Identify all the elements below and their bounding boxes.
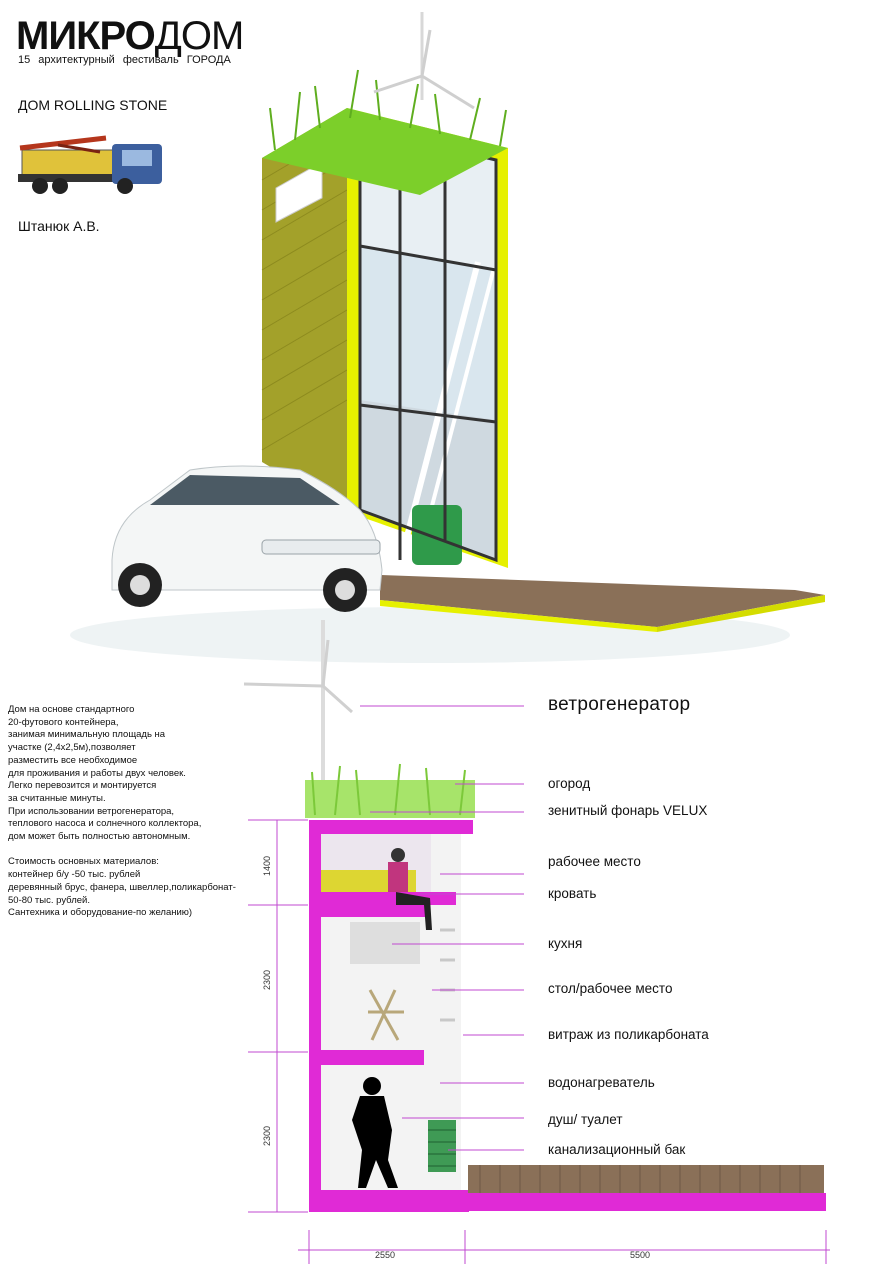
project-description: Дом на основе стандартного 20-футового контейнера, занимая минимальную площадь на участке (2,4х2,5м),позволяет разместить все необходимое для проживания и работы двух человек. Легко перевозится и монтируется за считанные минуты. При использовании ветрогенератора, теплового насоса и солнечного коллектора, дом может быть полностью автономным. Стоимость основных материалов: контейнер б/у -50 тыс. рублей деревянный брус, фанера, швеллер,поликарбонат- 50-80 тыс. рублей. Сантехника и оборудование-по желанию) [8, 704, 236, 919]
label-kitchen: кухня [548, 936, 583, 951]
festival-subtitle: 15 архитектурный фестиваль ГОРОДА [18, 54, 231, 66]
author-name: Штанюк А.В. [18, 218, 100, 234]
dimension-height-2: 2300 [262, 969, 272, 990]
label-garden: огород [548, 776, 591, 791]
label-water-heater: водонагреватель [548, 1075, 655, 1090]
label-bed: кровать [548, 886, 597, 901]
section-diagram [244, 620, 830, 1264]
label-table-workplace: стол/рабочее место [548, 981, 673, 996]
truck-illustration [18, 138, 162, 194]
label-sewage-tank: канализационный бак [548, 1142, 686, 1157]
dimension-width-2: 5500 [630, 1250, 651, 1260]
project-title: ДОМ ROLLING STONE [18, 97, 168, 113]
dimension-height-1: 1400 [262, 855, 272, 876]
label-workplace: рабочее место [548, 854, 641, 869]
logo-light: ДОМ [154, 14, 244, 58]
label-wind-generator: ветрогенератор [548, 694, 691, 715]
label-shower-toilet: душ/ туалет [548, 1112, 623, 1127]
label-stained-glass: витраж из поликарбоната [548, 1027, 709, 1042]
label-skylight: зенитный фонарь VELUX [548, 803, 708, 818]
logo-bold: МИКРО [16, 14, 155, 58]
dimension-width-1: 2550 [375, 1250, 396, 1260]
dimension-height-3: 2300 [262, 1125, 272, 1146]
